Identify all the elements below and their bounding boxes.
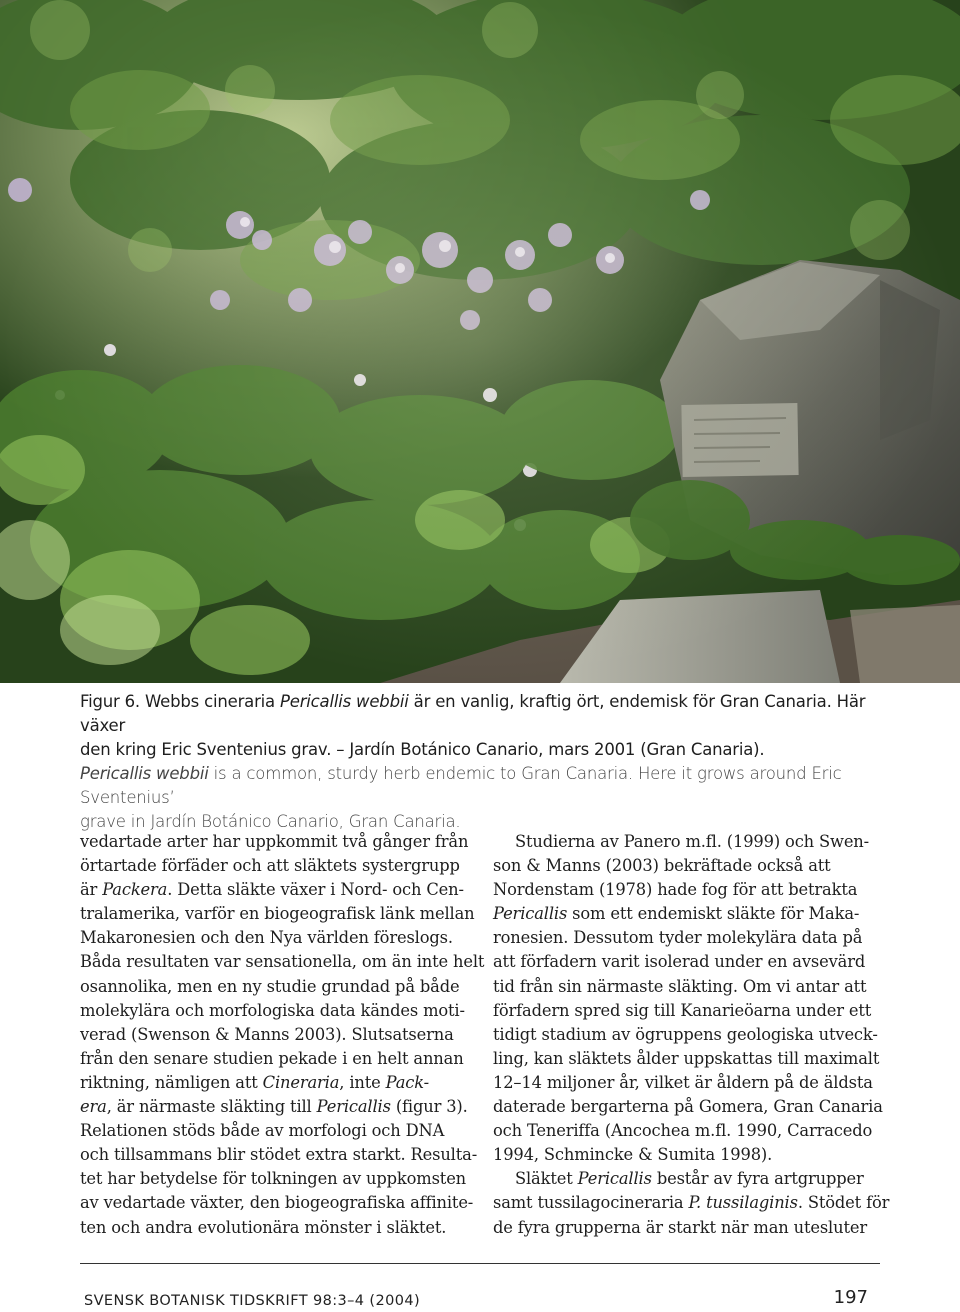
- text-segment: riktning, nämligen att: [80, 1072, 263, 1092]
- footer-journal-title: SVENSK BOTANISK TIDSKRIFT 98:3–4 (2004): [84, 1293, 421, 1309]
- text-segment: samt tussilagocineraria: [493, 1193, 689, 1213]
- text-line: Relationen stöds både av morfologi och DNA: [80, 1121, 445, 1141]
- text-segment: , är närmaste släkting till: [106, 1097, 317, 1117]
- text-line: Nordenstam (1978) hade fog för att betrakta: [493, 880, 858, 900]
- figure-caption: [80, 690, 880, 834]
- text-segment: består av fyra artgrupper: [651, 1169, 864, 1189]
- text-line: tet har betydelse för tolkningen av uppkomsten: [80, 1169, 467, 1189]
- caption-en-text: is a common, sturdy herb endemic to Gran Canaria. Here it grows around Eric Sventenius’: [80, 764, 842, 807]
- text-segment: (figur 3).: [390, 1097, 468, 1117]
- text-line: 1994, Schmincke & Sumita 1998).: [493, 1145, 773, 1165]
- text-line: osannolika, men en ny studie grundad på både: [80, 976, 460, 996]
- text-line: Båda resultaten var sensationella, om än inte helt: [80, 952, 485, 972]
- text-line: tralamerika, varför en biogeografisk länk mellan: [80, 904, 475, 924]
- text-segment: , inte: [339, 1072, 386, 1092]
- text-line: molekylära och morfologiska data kändes moti-: [80, 1000, 465, 1020]
- genus-name: Cineraria: [262, 1072, 340, 1092]
- right-paragraph-2: [493, 1167, 893, 1239]
- text-line: örtartade förfäder och att släktets systergrupp: [80, 856, 460, 876]
- text-line: Makaronesien och den Nya världen föreslogs.: [80, 928, 453, 948]
- text-segment: . Detta släkte växer i Nord- och Cen-: [167, 880, 464, 900]
- text-line: ten och andra evolutionära mönster i släktet.: [80, 1217, 447, 1237]
- caption-swedish: [80, 690, 880, 762]
- text-line: verad (Swenson & Manns 2003). Slutsatserna: [80, 1024, 454, 1044]
- right-paragraph-1: [493, 830, 893, 1167]
- text-line: 12–14 miljoner år, vilket är åldern på de äldsta: [493, 1072, 873, 1092]
- caption-sv-text: Figur 6. Webbs cineraria: [80, 692, 280, 711]
- text-line: att förfadern varit isolerad under en avsevärd: [493, 952, 866, 972]
- text-line: ronesien. Dessutom tyder molekylära data på: [493, 928, 863, 948]
- text-line: tid från sin närmaste släkting. Om vi antar att: [493, 976, 867, 996]
- text-line: vedartade arter har uppkommit två gånger från: [80, 832, 469, 851]
- text-line: [80, 1095, 480, 1119]
- text-line: Studierna av Panero m.fl. (1999) och Swen-: [515, 832, 869, 851]
- caption-sv-line2: den kring Eric Sventenius grav. – Jardín Botánico Canario, mars 2001 (Gran Canaria).: [80, 740, 765, 759]
- text-segment: . Stödet för: [797, 1193, 890, 1213]
- text-segment: Släktet: [515, 1169, 578, 1189]
- text-line: ling, kan släktets ålder uppskattas till maximalt: [493, 1048, 880, 1068]
- text-line: [493, 1167, 893, 1191]
- species-name: P. tussilaginis: [688, 1193, 798, 1213]
- genus-name: Pack-: [385, 1072, 430, 1092]
- text-line: son & Manns (2003) bekräftade också att: [493, 856, 831, 876]
- caption-english: [80, 762, 880, 834]
- text-line: [493, 902, 893, 926]
- text-segment: är: [80, 880, 103, 900]
- text-line: daterade bergarterna på Gomera, Gran Canaria: [493, 1097, 883, 1117]
- genus-name: Pericallis: [577, 1169, 652, 1189]
- caption-en-line2: grave in Jardín Botánico Canario, Gran Canaria.: [80, 812, 461, 831]
- genus-name: era: [80, 1097, 107, 1117]
- genus-name: Packera: [102, 880, 168, 900]
- text-line: av vedartade växter, den biogeografiska affinite-: [80, 1193, 474, 1213]
- right-column: [493, 830, 893, 1240]
- text-line: förfadern spred sig till Kanarieöarna under ett: [493, 1000, 872, 1020]
- text-line: [80, 878, 480, 902]
- text-line: och tillsammans blir stödet extra starkt. Resulta-: [80, 1145, 478, 1165]
- left-column: [80, 830, 485, 1240]
- genus-name: Pericallis: [316, 1097, 391, 1117]
- text-line: [80, 1071, 480, 1095]
- text-line: [493, 1191, 893, 1215]
- caption-sv-species: Pericallis webbii: [280, 692, 409, 711]
- page-number: 197: [833, 1287, 868, 1308]
- left-paragraph: [80, 830, 485, 1240]
- footer-divider: [80, 1263, 880, 1264]
- genus-name: Pericallis: [493, 904, 568, 924]
- text-line: tidigt stadium av ögruppens geologiska utveck-: [493, 1024, 878, 1044]
- caption-sv-text-2: är en vanlig, kraftig ört, endemisk för Gran Canaria. Här växer: [80, 692, 866, 735]
- text-segment: som ett endemiskt släkte för Maka-: [567, 904, 860, 924]
- caption-en-species: Pericallis webbii: [80, 764, 209, 783]
- text-line: och Teneriffa (Ancochea m.fl. 1990, Carracedo: [493, 1121, 873, 1141]
- text-line: de fyra grupperna är starkt när man utesluter: [493, 1217, 867, 1237]
- text-line: från den senare studien pekade i en helt annan: [80, 1048, 464, 1068]
